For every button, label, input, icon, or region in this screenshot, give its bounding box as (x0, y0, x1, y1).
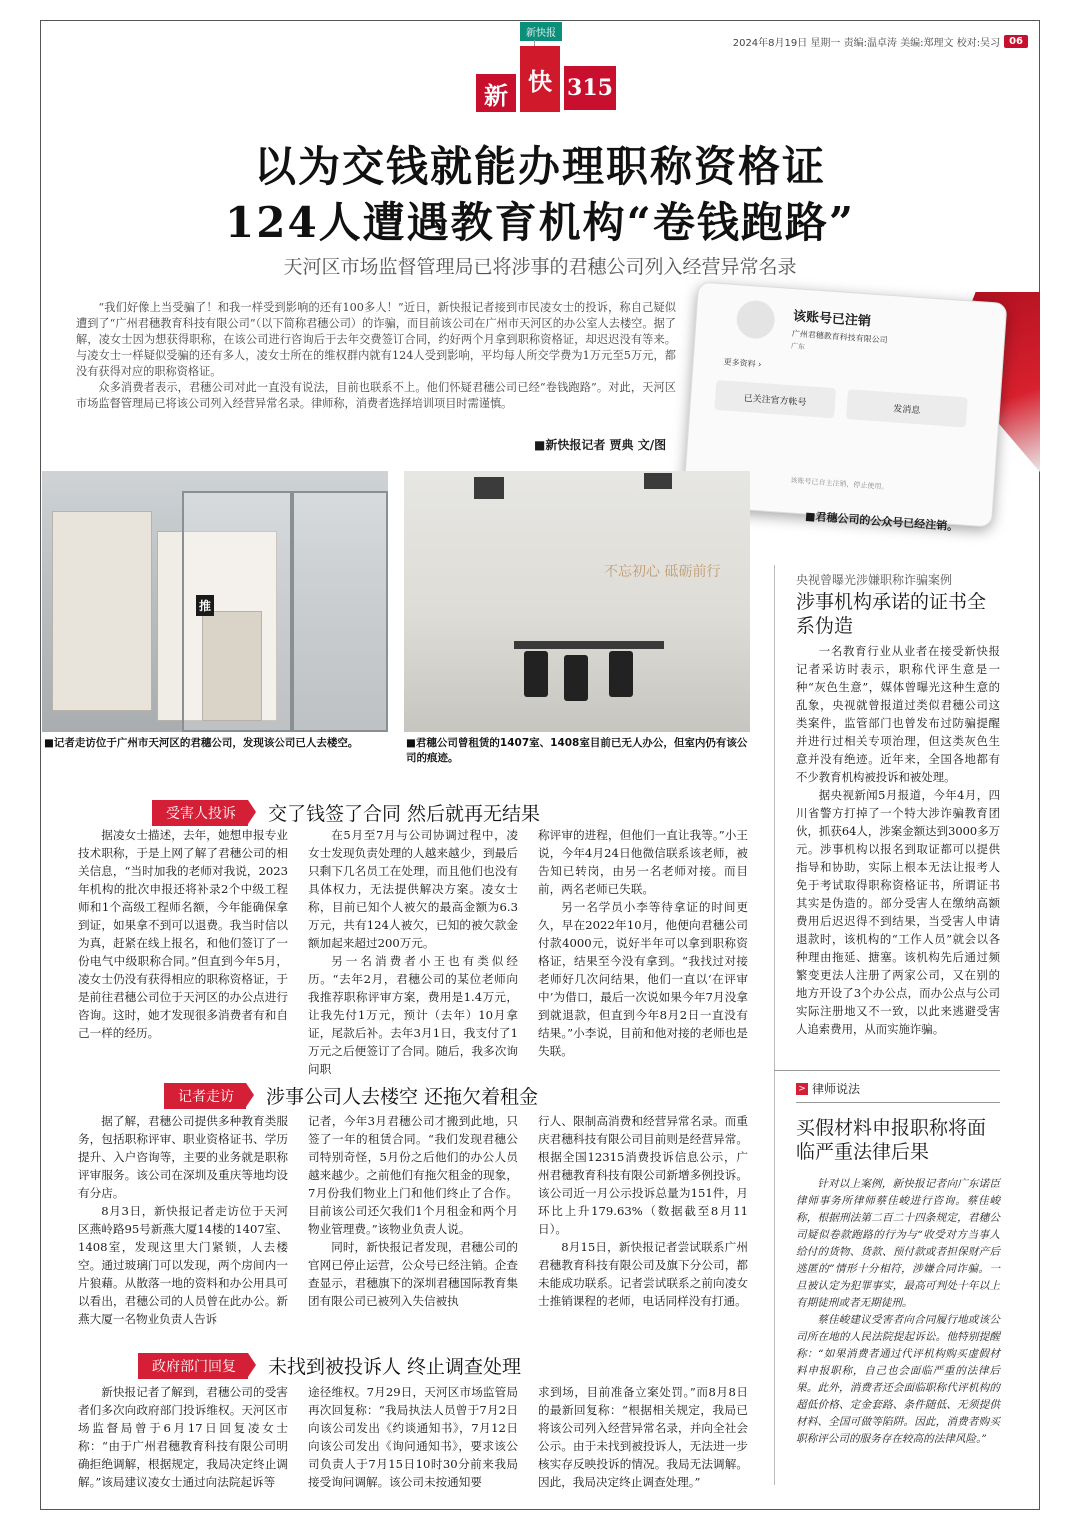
ceiling-hole (644, 473, 672, 489)
paragraph: 称评审的进程，但他们一直让我等。”小王说，今年4月24日他微信联系该老师，被告知已转岗，由另一名老师对接。而目前，两名老师已失联。 (538, 828, 748, 896)
section-header-victims (152, 799, 540, 826)
section-tag: 记者走访 (164, 1083, 246, 1109)
subheadline: 天河区市场监督管理局已将涉事的君穗公司列入经营异常名录 (283, 256, 797, 278)
text-column (308, 1383, 518, 1491)
photo-office-entrance (42, 471, 388, 732)
more-info-link: 更多资料 › (723, 357, 762, 370)
paragraph: 8月15日，新快报记者尝试联系广州君穗教育科技有限公司及旗下分公司，都未能成功联系。记者尝试联系之前向凌女士推销课程的老师，电话同样没有打通。 (538, 1240, 748, 1308)
paragraph: 记者，今年3月君穗公司才搬到此地，只签了一年的租赁合同。“我们发现君穗公司特别奇怪，5月份之后他们的办公人员越来越少。之前他们有拖欠租金的现象，7月份我们物业上门和他们终止了合作。目前该公司还欠我们1个月租金和两个月物业管理费。”该物业负责人说。 (308, 1114, 518, 1236)
paragraph: 据凌女士描述，去年，她想申报专业技术职称，于是上网了解了君穗公司的相关信息，“当时加我的老师对我说，2023年机构的批次申报还将补录2个中级工程师和1个高级工程师名额，今年能确保拿到证，如果拿不到可以退费。我当时信以为真，赶紧在线上报名，和他们签订了一份电气中级职称合同。”但直到今年5月，凌女士仍没有获得相应的职称资格证，于是前往君穗公司位于天河区的办公点进行咨询。这时，她才发现很多消费者有和自己一样的经历。 (78, 828, 288, 1040)
sidebar-title-2: 买假材料申报职称将面临严重法律后果 (796, 1117, 987, 1163)
text-column (308, 826, 518, 1078)
account-status: 该账号已注销 (792, 309, 872, 330)
reception-desk (202, 611, 262, 721)
paragraph: 蔡佳峻建议受害者向合同履行地或该公司所在地的人民法院提起诉讼。他特别提醒称：“如果消费者通过代评机构购买虚假材料申报职称，自己也会面临严重的法律后果。此外，消费者还会面临职称代评机构的超低价格、定金套路、条件随低、无须提供材料、全国可做等陷阱。因此，消费者购买职称评公司的服务存在较高的法律风险。” (796, 1314, 1000, 1445)
header-info-text: 2024年8月19日 星期一 责编:温卓涛 美编:郑理文 校对:吴习 (732, 38, 1001, 49)
text-column (78, 826, 288, 1078)
desk (514, 641, 664, 649)
paragraph: 新快报记者了解到，君穗公司的受害者们多次向政府部门投诉维权。天河区市场监督局曾于6月17日回复凌女士称：“由于广州君穗教育科技有限公司明确拒绝调解，根据规定，我局决定终止调解。”该局建议凌女士通过向法院起诉等 (78, 1385, 288, 1489)
lawyer-tag-label: 律师说法 (812, 1082, 861, 1096)
chair (564, 655, 588, 701)
account-region: 广东 (790, 342, 806, 352)
section-title: 交了钱签了合同 然后就再无结果 (268, 803, 541, 825)
section-title: 未找到被投诉人 终止调查处理 (268, 1356, 522, 1378)
logo-char-xin: 新 (476, 74, 516, 112)
avatar (735, 299, 776, 340)
section-tag: 政府部门回复 (138, 1353, 248, 1379)
account-cancelled-note: 该账号已自主注销，停止使用。 (790, 476, 889, 492)
chair (609, 651, 633, 697)
section-title: 涉事公司人去楼空 还拖欠着租金 (266, 1086, 539, 1108)
glass-door-right (292, 491, 388, 732)
phone-caption: ■君穗公司的公众号已经注销。 (804, 509, 959, 534)
text-column (538, 1112, 748, 1328)
lead-paragraph: “我们好像上当受骗了！和我一样受到影响的还有100多人！”近日，新快报记者接到市民凌女士的投诉，称自己疑似遭到了“广州君穗教育科技有限公司”（以下简称君穗公司）的诈骗，而目前该公司在广州市天河区的办公室人去楼空。据了解，凌女士因为想获得职称，在该公司进行咨询后于去年交费签订合同，约好两个月拿到职称资格证，却迟迟没有等来。与凌女士一样疑似受骗的还有多人，凌女士所在的维权群内就有124人受到影响，平均每人所交学费为1万元至5万元，都没有获得对应的职称资格证。 (76, 301, 676, 378)
photo-empty-office (404, 471, 750, 732)
column-logo (474, 22, 616, 114)
lead-paragraph: 众多消费者表示，君穗公司对此一直没有说法，目前也联系不上。他们怀疑君穗公司已经“卷钱跑路”。对此，天河区市场监督管理局已将该公司列入经营异常名录。律师称，消费者选择培训项目时需谨慎。 (76, 381, 676, 410)
account-info (791, 305, 890, 358)
paragraph: 8月3日，新快报记者走访位于天河区燕岭路95号新燕大厦14楼的1407室、1408室，发现这里大门紧锁，人去楼空。通过玻璃门可以发现，两个房间内一片狼藉。从散落一地的资料和办公用具可以看出，君穗公司的人员曾在此办公。新燕大厦一名物业负责人告诉 (78, 1204, 288, 1326)
sidebar-body (774, 642, 1000, 1038)
chair (524, 651, 548, 697)
section-2-columns (78, 1112, 748, 1328)
lawyer-section-tag (796, 1080, 860, 1097)
follow-official-account-button: 已关注官方帐号 (714, 380, 836, 418)
paragraph: 另一名学员小李等待拿证的时间更久，早在2022年10月，他便向君穗公司付款4000元，说好半年可以拿到职称资格证，结果至今没有拿到。“我找过对接老师好几次问结果，他们一直以‘在评审中’为借口，最后一次说如果今年7月没拿到就退款，但直到今年8月2日一直没有结果。”小李说，目前和他对接的老师也是失联。 (538, 900, 748, 1058)
logo-mini-label: 新快报 (520, 22, 562, 41)
sidebar-kicker: 央视曾曝光涉嫌职称诈骗案例 (796, 573, 953, 587)
logo-char-315: 315 (564, 66, 616, 110)
section-header-visit (164, 1082, 538, 1109)
headline-line-1: 以为交钱就能办理职称资格证 (253, 142, 826, 191)
headline-line-2: 124人遭遇教育机构“卷钱跑路” (225, 198, 855, 247)
sidebar-title: 涉事机构承诺的证书全系伪造 (796, 591, 987, 637)
text-column (78, 1112, 288, 1328)
wall-slogan: 不忘初心 砥砺前行 (604, 564, 721, 580)
arrow-icon: > (796, 1083, 808, 1095)
display-shelf (52, 511, 152, 711)
logo-char-kuai: 快 (520, 46, 560, 112)
paragraph: 同时，新快报记者发现，君穗公司的官网已停止运营，公众号已经注销。企查查显示，君穗旗下的深圳君穗国际教育集团有限公司已被列入失信被执 (308, 1240, 518, 1308)
account-company: 广州君穗教育科技有限公司 (791, 329, 888, 345)
paragraph: 一名教育行业从业者在接受新快报记者采访时表示，职称代评生意是一种“灰色生意”，媒体曾曝光这种生意的乱象，央视就曾报道过类似君穗公司这类案件，监管部门也曾发布过防骗提醒并进行过相关专项治理，但这类灰色生意并没有绝迹。近年来，全国各地都有不少教育机构被投诉和被处理。 (796, 644, 1000, 784)
paragraph: 求到场，目前准备立案处罚。”而8月8日的最新回复称：“根据相关规定，我局已将该公司列入经营异常名录，并向全社会公示。由于未找到被投诉人，无法进一步核实存反映投诉的情况。我局无法调解。因此，我局决定终止调查处理。” (538, 1385, 748, 1489)
text-column (538, 1383, 748, 1491)
text-column (538, 826, 748, 1078)
sidebar-body-2 (774, 1176, 1000, 1448)
paragraph: 据了解，君穗公司提供多种教育类服务，包括职称评审、职业资格证书、学历提升、入户咨询等，主要的业务就是职称评审服务。该公司在深圳及重庆等地均设有分店。 (78, 1114, 288, 1200)
ceiling-hole (474, 477, 504, 499)
paragraph: 据央视新闻5月报道，今年4月，四川省警方打掉了一个特大涉诈骗教育团伙，抓获64人，涉案金额达到3000多万元。涉事机构以报名到取证都可以提供指导和协助，实际上根本无法让报考人免于考试取得职称资格证书，所谓证书其实是伪造的。部分受害人在缴纳高额费用后迟迟得不到结果，当受害人申请退款时，该机构的“工作人员”就会以各种理由拖延、搪塞。该机构先后通过频繁变更法人注册了两家公司，又在别的地方开设了3个办公点，而办公点与公司实际注册地又不一致，以此来逃避受害人追索费用，从而实施诈骗。 (796, 788, 1000, 1036)
paragraph: 途径维权。7月29日，天河区市场监管局再次回复称：“我局执法人员曾于7月2日向该公司发出《约谈通知书》，7月12日向该公司发出《询问通知书》，要求该公司负责人于7月15日10时30分前来我局接受询问调解。该公司未按通知要 (308, 1385, 518, 1489)
sidebar-rule (796, 1102, 1000, 1103)
push-sign: 推 (196, 595, 214, 616)
paragraph: 另一名消费者小王也有类似经历。“去年2月，君穗公司的某位老师向我推荐职称评审方案，费用是1.4万元，让我先付1万元，预计（去年）10月拿证，尾款后补。去年3月1日，我支付了1万元之后便签订了合同。随后，我多次询问职 (308, 954, 518, 1076)
section-tag: 受害人投诉 (152, 800, 248, 826)
section-3-columns (78, 1383, 748, 1491)
photo-caption-1: ■记者走访位于广州市天河区的君穗公司，发现该公司已人去楼空。 (44, 737, 359, 749)
section-1-columns (78, 826, 748, 1078)
page-header-info (733, 34, 1028, 49)
text-column (308, 1112, 518, 1328)
byline: ■新快报记者 贾典 文/图 (534, 438, 667, 452)
photo-caption-2: ■君穗公司曾租赁的1407室、1408室目前已无人办公，但室内仍有该公司的痕迹。 (406, 737, 748, 764)
paragraph: 在5月至7月与公司协调过程中，凌女士发现负责处理的人越来越少，到最后只剩下几名员工在处理，而且他们也没有具体权力，无法提供解决方案。凌女士称，目前已知个人被欠的最高金额为6.3万元，共有124人被欠，已知的被欠款金额加起来超过200万元。 (308, 828, 518, 950)
section-header-government (138, 1352, 521, 1379)
send-message-button: 发消息 (846, 389, 968, 427)
page-number-badge: 06 (1004, 35, 1028, 48)
sidebar-rule (774, 1070, 1000, 1071)
lead-paragraphs (76, 300, 676, 412)
text-column (78, 1383, 288, 1491)
paragraph: 行人、限制高消费和经营异常名录。而重庆君穗科技有限公司目前则是经营异常。根据全国12315消费投诉信息公示，广州君穗教育科技有限公司新增多例投诉。该公司近一月公示投诉总量为151件，月环比上升179.63%（数据截至8月11日）。 (538, 1114, 748, 1236)
paragraph: 针对以上案例，新快报记者向广东诺臣律师事务所律师蔡佳峻进行咨询。蔡佳峻称，根据刑法第二百二十四条规定，君穗公司疑似卷款跑路的行为与“收受对方当事人给付的货物、货款、预付款或者担保财产后逃匿的”情形十分相符，涉嫌合同诈骗。一旦被认定为犯罪事实，最高可判处十年以上有期徒刑或者无期徒刑。 (796, 1178, 1000, 1309)
